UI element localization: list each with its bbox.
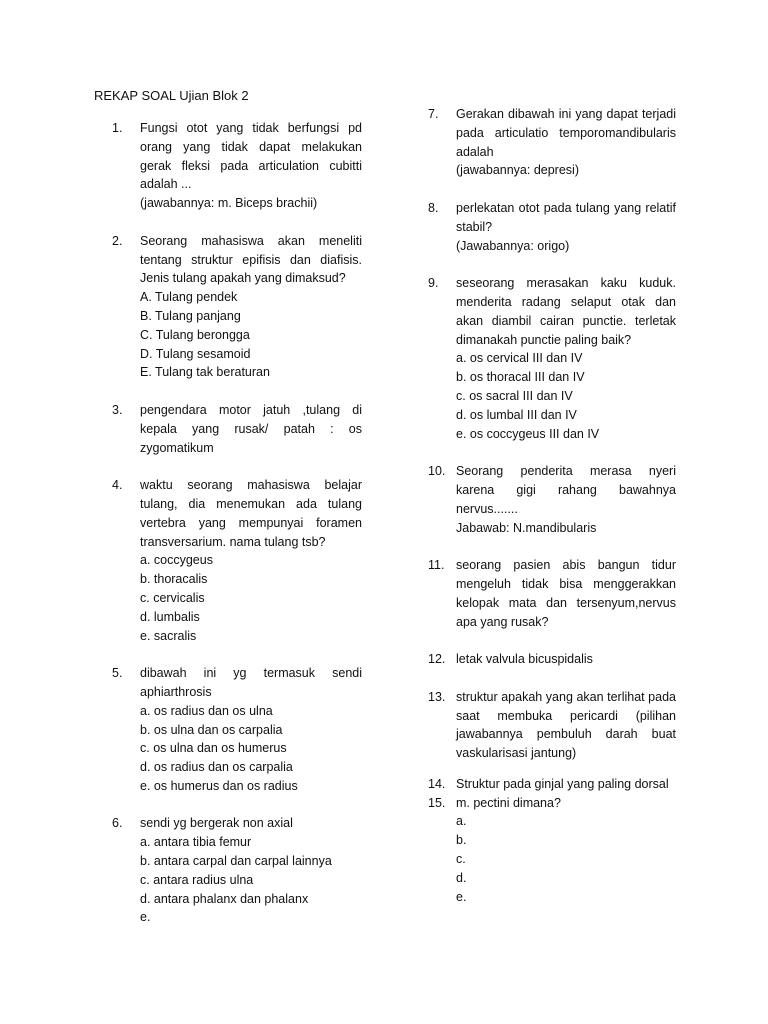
- question-number: 5.: [112, 666, 123, 681]
- question-text: m. pectini dimana?: [456, 795, 561, 810]
- answer-option: b. os ulna dan os carpalia: [140, 722, 283, 737]
- answer-option: e.: [140, 910, 151, 925]
- question-number: 13.: [428, 689, 446, 704]
- answer-option: b.: [456, 833, 467, 848]
- question-item: [112, 119, 362, 213]
- answer-option: c.: [456, 852, 466, 867]
- question-answer: (jawabannya: m. Biceps brachii): [140, 196, 318, 211]
- question-item: [428, 556, 676, 631]
- question-item: [428, 199, 676, 255]
- question-answer: Jabawab: N.mandibularis: [456, 520, 597, 535]
- question-item: [428, 775, 676, 794]
- answer-option: a. coccygeus: [140, 553, 213, 568]
- question-number: 15.: [428, 795, 446, 810]
- document-title: REKAP SOAL Ujian Blok 2: [94, 88, 249, 103]
- question-number: 4.: [112, 478, 123, 493]
- question-answer: (jawabannya: depresi): [456, 163, 579, 178]
- question-item: [428, 105, 676, 180]
- question-item: [112, 664, 362, 796]
- answer-option: c. os sacral III dan IV: [456, 388, 573, 403]
- answer-option: A. Tulang pendek: [140, 290, 238, 305]
- question-item: [428, 274, 676, 443]
- answer-option: E. Tulang tak beraturan: [140, 365, 270, 380]
- answer-option: c. cervicalis: [140, 590, 205, 605]
- question-text: Gerakan dibawah ini yang dapat terjadi pada articulatio temporomandibularis adalah: [456, 107, 676, 159]
- question-item: [112, 401, 362, 457]
- answer-option: e. os humerus dan os radius: [140, 778, 298, 793]
- answer-option: c. os ulna dan os humerus: [140, 741, 287, 756]
- question-text: seseorang merasakan kaku kuduk. menderita radang selaput otak dan akan diambil cairan punctie. terletak dimanakah punctie paling baik?: [456, 276, 676, 347]
- question-text: Seorang mahasiswa akan meneliti tentang struktur epifisis dan diafisis. Jenis tulang apakah yang dimaksud?: [140, 233, 362, 286]
- question-text: Fungsi otot yang tidak berfungsi pd orang yang tidak dapat melakukan gerak fleksi pada articulation cubitti adalah ...: [140, 121, 362, 192]
- answer-option: b. thoracalis: [140, 572, 208, 587]
- question-number: 2.: [112, 233, 123, 248]
- question-text: waktu seorang mahasiswa belajar tulang, dia menemukan ada tulang vertebra yang mempunyai foramen transversarium. nama tulang tsb?: [140, 478, 362, 549]
- answer-option: d. antara phalanx dan phalanx: [140, 891, 309, 906]
- question-item: [112, 814, 362, 927]
- question-text: pengendara motor jatuh ,tulang di kepala yang rusak/ patah : os zygomatikum: [140, 402, 362, 455]
- question-text: Seorang penderita merasa nyeri karena gigi rahang bawahnya nervus.......: [456, 464, 676, 516]
- answer-option: a. os radius dan os ulna: [140, 703, 273, 718]
- answer-option: e.: [456, 889, 467, 904]
- question-number: 3.: [112, 402, 123, 417]
- answer-option: a. antara tibia femur: [140, 835, 252, 850]
- question-number: 11.: [428, 558, 445, 573]
- answer-option: a.: [456, 814, 467, 829]
- question-number: 8.: [428, 200, 439, 215]
- question-text: dibawah ini yg termasuk sendi aphiarthrosis: [140, 666, 362, 699]
- answer-option: d. os radius dan os carpalia: [140, 760, 293, 775]
- question-item: [428, 650, 676, 669]
- question-item: [428, 794, 676, 907]
- answer-option: a. os cervical III dan IV: [456, 351, 583, 366]
- answer-option: B. Tulang panjang: [140, 308, 241, 323]
- question-text: seorang pasien abis bangun tidur mengeluh tidak bisa menggerakkan kelopak mata dan tersenyum,nervus apa yang rusak?: [456, 558, 676, 629]
- question-text: sendi yg bergerak non axial: [140, 816, 293, 831]
- question-number: 12.: [428, 652, 446, 667]
- question-number: 6.: [112, 816, 123, 831]
- answer-option: b. antara carpal dan carpal lainnya: [140, 854, 332, 869]
- question-number: 1.: [112, 121, 123, 135]
- question-answer: (Jawabannya: origo): [456, 238, 570, 253]
- question-number: 10.: [428, 464, 446, 479]
- question-text: perlekatan otot pada tulang yang relatif stabil?: [456, 200, 676, 234]
- answer-option: d.: [456, 870, 467, 885]
- answer-option: c. antara radius ulna: [140, 872, 254, 887]
- question-item: [428, 688, 676, 763]
- question-item: [112, 232, 362, 382]
- question-text: letak valvula bicuspidalis: [456, 652, 593, 667]
- question-number: 9.: [428, 276, 439, 291]
- question-number: 7.: [428, 107, 439, 121]
- question-text: Struktur pada ginjal yang paling dorsal: [456, 776, 669, 791]
- answer-option: e. sacralis: [140, 628, 197, 643]
- answer-option: C. Tulang berongga: [140, 327, 250, 342]
- answer-option: b. os thoracal III dan IV: [456, 370, 585, 385]
- question-text: struktur apakah yang akan terlihat pada saat membuka pericardi (pilihan jawabannya pembuluh darah buat vaskularisasi jantung): [456, 689, 676, 761]
- question-item: [112, 476, 362, 645]
- left-column: [112, 119, 362, 946]
- answer-option: e. os coccygeus III dan IV: [456, 426, 600, 441]
- answer-option: d. os lumbal III dan IV: [456, 407, 577, 422]
- answer-option: D. Tulang sesamoid: [140, 346, 251, 361]
- question-number: 14.: [428, 776, 446, 791]
- answer-option: d. lumbalis: [140, 609, 200, 624]
- right-column: [428, 105, 676, 925]
- question-item: [428, 462, 676, 537]
